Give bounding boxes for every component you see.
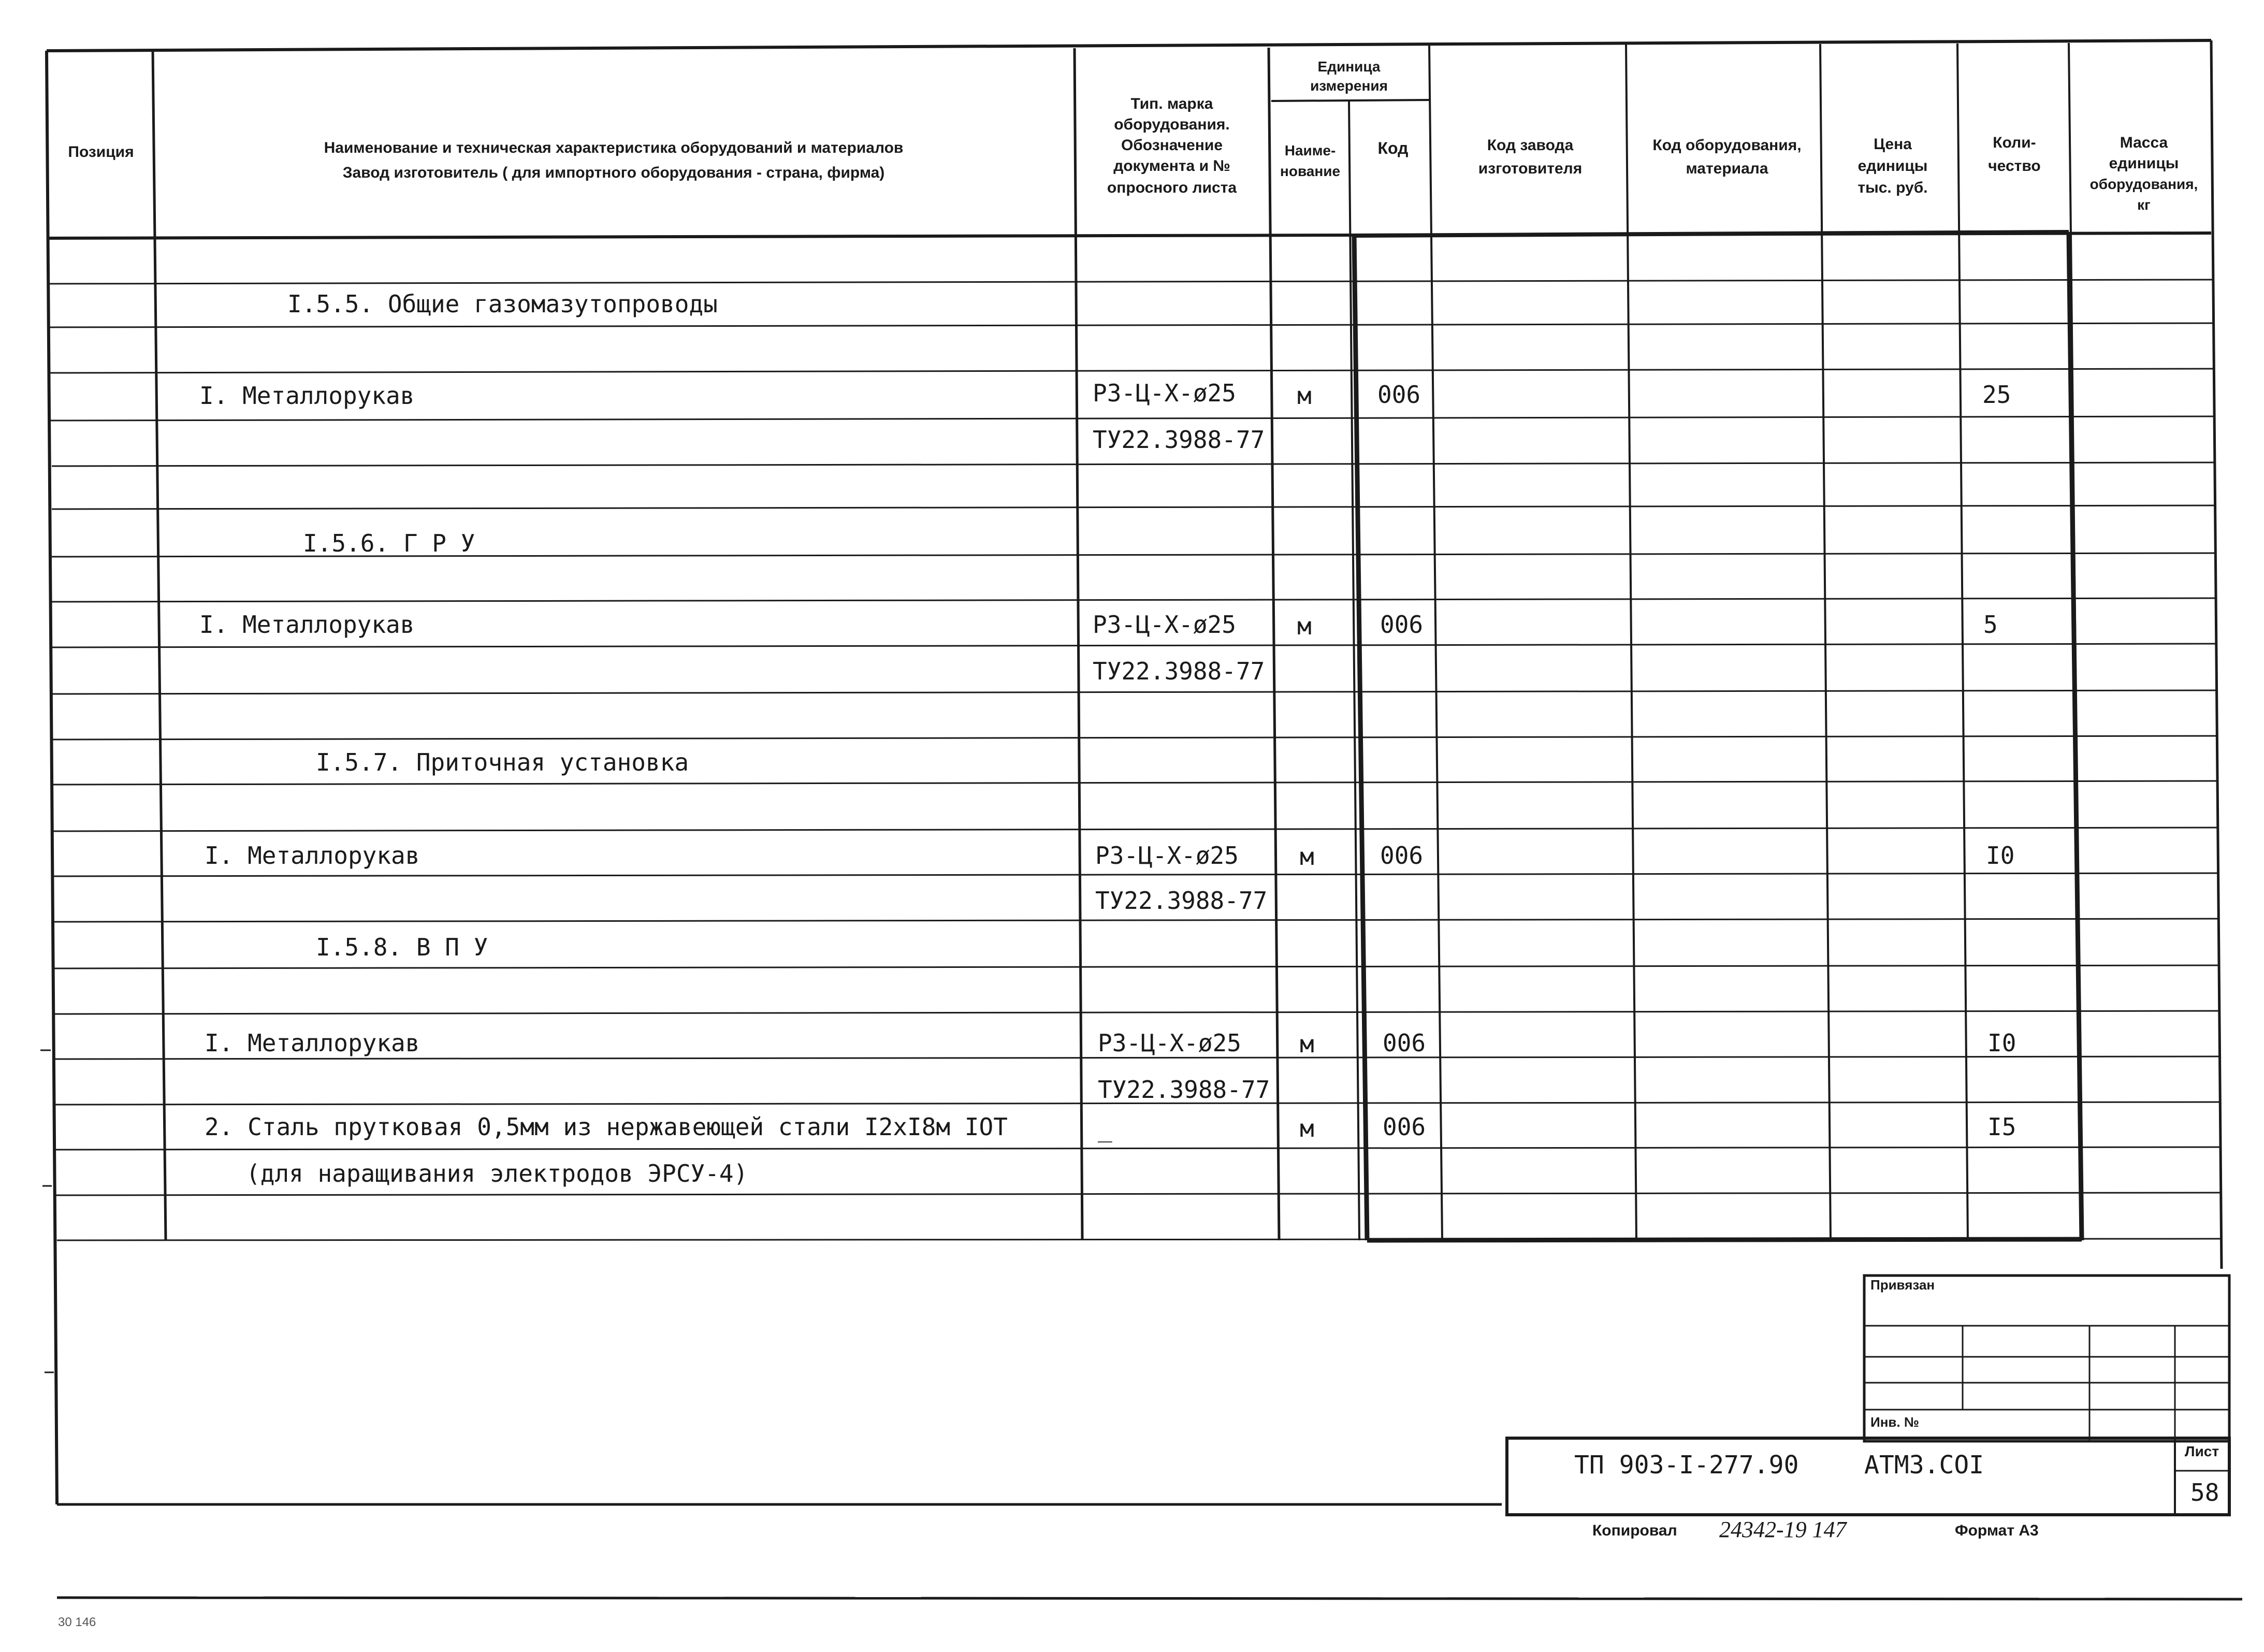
item-name: I. Металлорукав [199,382,415,410]
header-type-line3: Обозначение [1121,137,1223,154]
item-code: 006 [1377,381,1421,409]
corner-mark: 30 146 [58,1615,96,1629]
header-price-line1: Цена [1874,136,1912,153]
item-code: 006 [1383,1029,1426,1057]
section-title-1-5-5: I.5.5. Общие газомазутопроводы [287,290,718,318]
copied-value: 24342-19 147 [1719,1517,1847,1542]
section-title-1-5-6: I.5.6. Г Р У [303,529,475,557]
item-type: РЗ-Ц-Х-ø25 [1093,379,1236,407]
item-qty: 5 [1983,611,1998,639]
section-title-1-5-7: I.5.7. Приточная установка [316,748,689,776]
item-unit: м [1300,843,1314,871]
header-name-line2: Завод изготовитель ( для импортного оборудования - страна, фирма) [342,164,885,181]
item-qty: I0 [1987,1029,2016,1057]
item-name: 2. Сталь прутковая 0,5мм из нержавеющей стали I2xI8м IOT [205,1113,1008,1141]
item-code: 006 [1380,611,1424,639]
item-qty: 25 [1982,381,2011,409]
copied-label: Копировал [1592,1522,1677,1539]
stamp-inventory-number: Инв. № [1870,1414,1919,1430]
item-qty: I0 [1986,842,2015,870]
item-name: I. Металлорукав [205,842,420,870]
header-unit-name-line2: нование [1280,163,1341,179]
header-factory-line1: Код завода [1487,137,1574,154]
item-code: 006 [1380,842,1424,870]
stamp-sheet-label: Лист [2184,1443,2219,1459]
header-equip-line2: материала [1686,160,1768,177]
item-type: РЗ-Ц-Х-ø25 [1095,842,1239,870]
item-unit: м [1297,612,1312,640]
item-unit: м [1300,1030,1314,1058]
header-position: Позиция [68,143,134,161]
item-doc: ТУ22.3988-77 [1095,887,1268,915]
table-header [68,59,2198,213]
header-mass-line2: единицы [2109,155,2179,172]
item-qty: I5 [1987,1113,2016,1141]
header-mass-line3: оборудования, [2089,176,2198,192]
item-doc: ТУ22.3988-77 [1093,426,1265,454]
header-qty-line1: Коли- [1993,134,2036,151]
sheet-format: Формат А3 [1955,1522,2039,1539]
item-type: РЗ-Ц-Х-ø25 [1098,1029,1241,1057]
item-type: _ [1098,1114,1112,1142]
item-name-continuation: (для наращивания электродов ЭРСУ-4) [246,1160,748,1187]
header-price-line3: тыс. руб. [1857,179,1928,196]
stamp-document-code: ТП 903-I-277.90 [1574,1451,1799,1480]
header-type-line5: опросного листа [1107,179,1237,196]
item-doc: ТУ22.3988-77 [1098,1076,1270,1104]
header-mass-line1: Масса [2120,134,2168,151]
item-unit: м [1300,1114,1314,1142]
bottom-rule [57,1598,2242,1599]
stamp-sheet-number: 58 [2190,1479,2219,1506]
item-name: I. Металлорукав [205,1029,420,1057]
header-unit-code: Код [1377,139,1409,157]
header-unit-name-line1: Наиме- [1284,142,1336,158]
header-equip-line1: Код оборудования, [1652,137,1802,154]
item-name: I. Металлорукав [199,611,415,639]
item-code: 006 [1383,1113,1426,1141]
header-unit-line1: Единица [1317,59,1381,75]
stamp-document-mark: АТМЗ.СОI [1864,1451,1984,1480]
header-factory-line2: изготовителя [1478,160,1583,177]
header-mass-line4: кг [2137,197,2151,213]
item-unit: м [1297,382,1312,410]
header-price-line2: единицы [1857,157,1928,175]
item-type: РЗ-Ц-Х-ø25 [1093,611,1236,639]
item-doc: ТУ22.3988-77 [1093,657,1265,685]
header-unit-line2: измерения [1310,78,1388,94]
stamp-privyazan: Привязан [1870,1277,1935,1293]
header-name-line1: Наименование и техническая характеристика оборудований и материалов [324,139,904,156]
header-type-line4: документа и № [1113,157,1230,175]
header-type-line1: Тип. марка [1130,95,1213,112]
header-qty-line2: чество [1988,157,2041,175]
header-type-line2: оборудования. [1114,116,1230,133]
section-title-1-5-8: I.5.8. В П У [316,933,488,961]
